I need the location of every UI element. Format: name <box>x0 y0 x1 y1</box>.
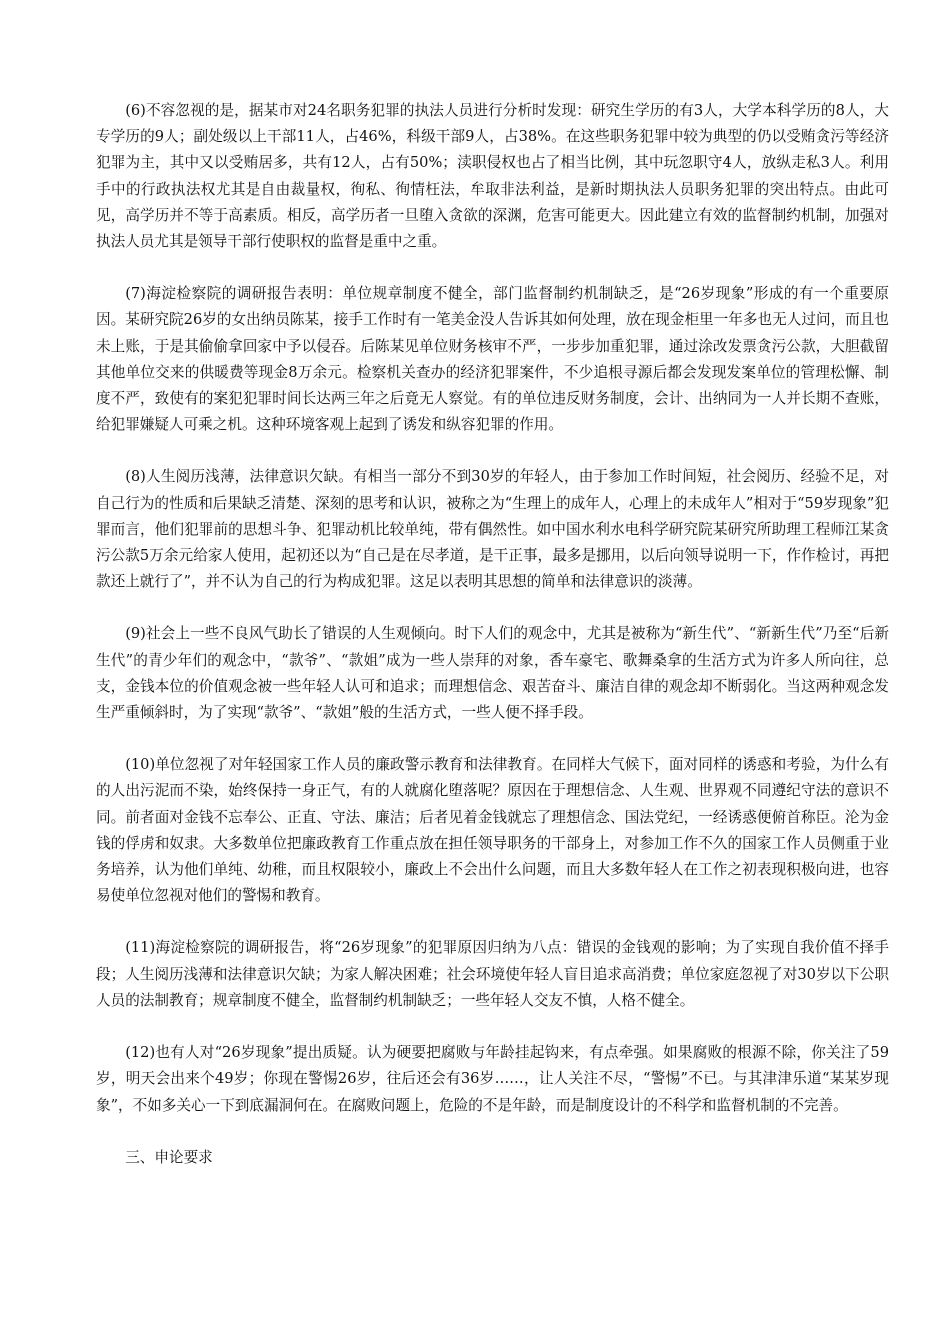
document-page <box>96 98 889 1171</box>
paragraph-11: (11)海淀检察院的调研报告，将“26岁现象”的犯罪原因归纳为八点：错误的金钱观的影响；为了实现自我价值不择手段；人生阅历浅薄和法律意识欠缺；为家人解决困难；社会环境使年轻人盲目追求高消费；单位家庭忽视了对30岁以下公职人员的法制教育；规章制度不健全，监督制约机制缺乏；一些年轻人交友不慎，人格不健全。 <box>96 939 889 1009</box>
paragraph-8: (8)人生阅历浅薄，法律意识欠缺。有相当一部分不到30岁的年轻人，由于参加工作时间短，社会阅历、经验不足，对自己行为的性质和后果缺乏清楚、深刻的思考和认识，被称之为“生理上的成年人，心理上的未成年人”相对于“59岁现象”犯罪而言，他们犯罪前的思想斗争、犯罪动机比较单纯，带有偶然性。如中国水利水电科学研究院某研究所助理工程师江某贪污公款5万余元给家人使用，起初还以为“自己是在尽孝道，是干正事，最多是挪用，以后向领导说明一下，作作检讨，再把款还上就行了”，并不认为自己的行为构成犯罪。这足以表明其思想的简单和法律意识的淡薄。 <box>96 468 889 591</box>
paragraph-7: (7)海淀检察院的调研报告表明：单位规章制度不健全，部门监督制约机制缺乏，是“26岁现象”形成的有一个重要原因。某研究院26岁的女出纳员陈某，接手工作时有一笔美金没人告诉其如何处理，放在现金柜里一年多也无人过问，而且也未上账，于是其偷偷拿回家中予以侵吞。后陈某见单位财务核审不严，一步步加重犯罪，通过涂改发票贪污公款，大胆截留其他单位交来的供暖费等现金8万余元。检察机关查办的经济犯罪案件，不少追根寻源后都会发现发案单位的管理松懈、制度不严，致使有的案犯犯罪时间长达两三年之后竟无人察觉。有的单位违反财务制度，会计、出纳同为一人并长期不查账，给犯罪嫌疑人可乘之机。这种环境客观上起到了诱发和纵容犯罪的作用。 <box>96 285 889 434</box>
paragraph-10: (10)单位忽视了对年轻国家工作人员的廉政警示教育和法律教育。在同样大气候下，面对同样的诱惑和考验，为什么有的人出污泥而不染，始终保持一身正气，有的人就腐化堕落呢？原因在于理想信念、人生观、世界观不同遵纪守法的意识不同。前者面对金钱不忘奉公、正直、守法、廉洁；后者见着金钱就忘了理想信念、国法党纪，一经诱惑便俯首称臣。沦为金钱的俘虏和奴隶。大多数单位把廉政教育工作重点放在担任领导职务的干部身上，对参加工作不久的国家工作人员侧重于业务培养，认为他们单纯、幼稚，而且权限较小，廉政上不会出什么问题，而且大多数年轻人在工作之初表现积极向进，也容易使单位忽视对他们的警惕和教育。 <box>96 756 889 905</box>
paragraph-9: (9)社会上一些不良风气助长了错误的人生观倾向。时下人们的观念中，尤其是被称为“新生代”、“新新生代”乃至“后新生代”的青少年们的观念中，“款爷”、“款姐”成为一些人崇拜的对象，香车豪宅、歌舞桑拿的生活方式为许多人所向往，总支，金钱本位的价值观念被一些年轻人认可和追求；而理想信念、艰苦奋斗、廉洁自律的观念却不断弱化。当这两种观念发生严重倾斜时，为了实现“款爷”、“款姐”般的生活方式，一些人便不择手段。 <box>96 625 889 722</box>
section-heading: 三、申论要求 <box>125 1148 213 1166</box>
paragraph-6: (6)不容忽视的是，据某市对24名职务犯罪的执法人员进行分析时发现：研究生学历的有3人，大学本科学历的8人，大专学历的9人；副处级以上干部11人，占46%，科级干部9人，占38%。在这些职务犯罪中较为典型的仍以受贿贪污等经济犯罪为主，其中又以受贿居多，共有12人，占有50%；渎职侵权也占了相当比例，其中玩忽职守4人，放纵走私3人。利用手中的行政执法权尤其是自由裁量权，徇私、徇情枉法，牟取非法利益，是新时期执法人员职务犯罪的突出特点。由此可见，高学历并不等于高素质。相反，高学历者一旦堕入贪欲的深渊，危害可能更大。因此建立有效的监督制约机制，加强对执法人员尤其是领导干部行使职权的监督是重中之重。 <box>96 102 889 251</box>
paragraph-12: (12)也有人对“26岁现象”提出质疑。认为硬要把腐败与年龄挂起钩来，有点牵强。如果腐败的根源不除，你关注了59岁，明天会出来个49岁；你现在警惕26岁，往后还会有36岁……，让人关注不尽，“警惕”不已。与其津津乐道“某某岁现象”，不如多关心一下到底漏洞何在。在腐败问题上，危险的不是年龄，而是制度设计的不科学和监督机制的不完善。 <box>96 1044 889 1114</box>
